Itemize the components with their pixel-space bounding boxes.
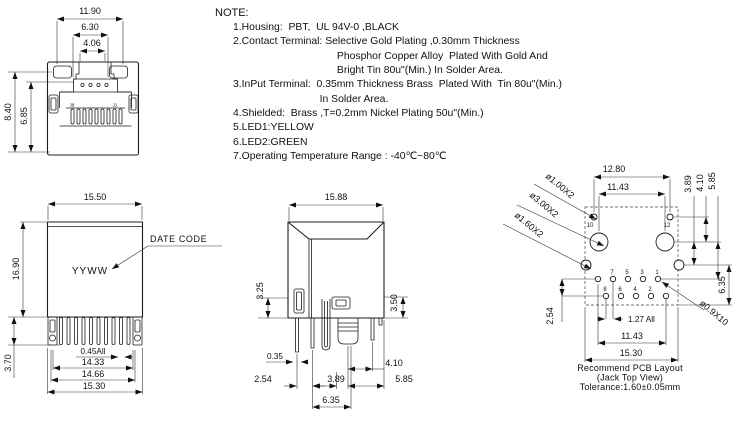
callout-led-holes: ø1.00X2: [543, 170, 577, 201]
dim-height-inner: 6.85: [19, 107, 29, 125]
pin1-label: J1: [112, 102, 118, 108]
dim-pin-width: 0.45All: [80, 347, 106, 356]
pcb-caption: [577, 363, 683, 392]
dim-row-pitch: 2.54: [545, 307, 555, 325]
side-window: [294, 289, 304, 313]
pin8-label: J8: [69, 102, 75, 108]
note-line: In Solder Area.: [233, 93, 389, 105]
pin-number: 3: [640, 270, 644, 276]
side-view-dimensions: [254, 192, 413, 409]
note-line: 5.LED1:YELLOW: [233, 122, 314, 134]
dim-width-mid: 6.30: [81, 22, 99, 32]
dim-height-outer: 8.40: [3, 103, 13, 121]
note-line: 7.Operating Temperature Range : -40℃~80℃: [233, 151, 447, 163]
shield-hole: [656, 233, 674, 251]
rear-view-body: [48, 222, 143, 345]
callout-shield-holes: ø3.00X2: [527, 189, 561, 220]
dim-shield-span: 11.43: [607, 182, 629, 192]
dim-width-outer: 15.30: [82, 381, 106, 391]
dim-right-height: 3.50: [389, 294, 399, 312]
dim-pitch-a: 2.54: [254, 374, 272, 384]
dim-row-d: 6.35: [717, 276, 727, 294]
pcb-layout-view: [460, 145, 740, 424]
note-line: 6.LED2:GREEN: [233, 136, 308, 148]
rear-contacts: [60, 318, 131, 345]
rear-view: [0, 160, 235, 424]
date-code-value: YYWW: [71, 266, 109, 277]
dim-pitch-d: 5.85: [395, 374, 413, 384]
pin-number: 4: [633, 287, 637, 293]
dim-width: 15.88: [324, 192, 348, 202]
shield-hole: [590, 233, 608, 251]
note-line: 3.InPut Terminal: 0.35mm Thickness Brass Plated With Tin 80u"(Min.): [233, 79, 563, 91]
note-line: 4.Shielded: Brass ,T=0.2mm Nickel Plating 50u"(Min.): [233, 108, 484, 120]
pcb-callouts: [503, 171, 730, 328]
dim-row-c: 5.85: [707, 172, 717, 190]
front-view-body: [48, 62, 139, 155]
pin-number: 7: [610, 270, 614, 276]
side-button: [332, 297, 350, 309]
note-line: Bright Tin 80u"(Min.) In Solder Area.: [233, 65, 503, 77]
dim-width-inner: 14.33: [81, 357, 105, 367]
dim-stagger: 1.27 All: [628, 315, 655, 324]
date-code-callout: [112, 234, 222, 269]
side-view: [235, 160, 460, 424]
side-latches: [49, 95, 138, 113]
side-pins: [296, 299, 383, 352]
dim-row-a: 3.89: [683, 175, 693, 193]
caption-line2: (Jack Top View): [596, 372, 664, 383]
date-code-label: DATE CODE: [150, 234, 208, 244]
pin-number: 5: [625, 270, 629, 276]
led-pin-number: 10: [586, 223, 594, 229]
dim-width-top: 15.50: [83, 192, 107, 202]
dim-width-outer: 11.90: [79, 6, 101, 16]
dim-pin-length: 3.70: [3, 354, 13, 372]
led1-window: [54, 66, 72, 78]
caption-line3: Tolerance:1.60±0.05mm: [579, 382, 681, 392]
dim-row-b: 4.10: [695, 174, 705, 192]
dim-width-inner: 4.06: [83, 38, 101, 48]
led-pin-number: 12: [663, 223, 671, 229]
note-line: 1.Housing: PBT, UL 94V-0 ,BLACK: [233, 22, 399, 33]
callout-pin-holes: ø0.9X10: [697, 297, 731, 328]
dim-width-mid: 14.66: [81, 369, 105, 379]
dim-height: 16.90: [11, 257, 21, 281]
note-line: 2.Contact Terminal: Selective Gold Plating ,0.30mm Thickness: [233, 36, 520, 48]
notes-block: [215, 6, 562, 164]
side-view-body: [288, 222, 384, 352]
dim-pin-span: 11.43: [621, 331, 643, 341]
dim-pitch-c: 4.10: [385, 358, 403, 368]
led-hole: [667, 214, 673, 220]
front-view: [0, 0, 235, 160]
pin-number: 6: [618, 287, 622, 293]
dim-left-height: 3.25: [255, 282, 265, 300]
pin-number: 2: [648, 287, 652, 293]
front-contacts: [71, 109, 122, 124]
pin-number: 1: [655, 270, 659, 276]
dim-outline: 15.30: [619, 348, 643, 358]
dim-led-span: 12.80: [602, 164, 626, 174]
note-line: Phosphor Copper Alloy Plated With Gold And: [233, 50, 548, 62]
notes-title: NOTE:: [215, 7, 249, 19]
dim-pitch-e: 6.35: [322, 395, 340, 405]
led2-window: [110, 66, 128, 78]
dim-pin-thickness: 0.35: [267, 352, 283, 361]
callout-post-holes: ø1.60X2: [512, 209, 546, 240]
caption-line1: Recommend PCB Layout: [577, 363, 683, 373]
post-hole: [674, 260, 684, 270]
plug-detent-dots: [81, 83, 108, 86]
pin-number: 8: [603, 287, 607, 293]
dim-pitch-b: 3.89: [327, 374, 345, 384]
